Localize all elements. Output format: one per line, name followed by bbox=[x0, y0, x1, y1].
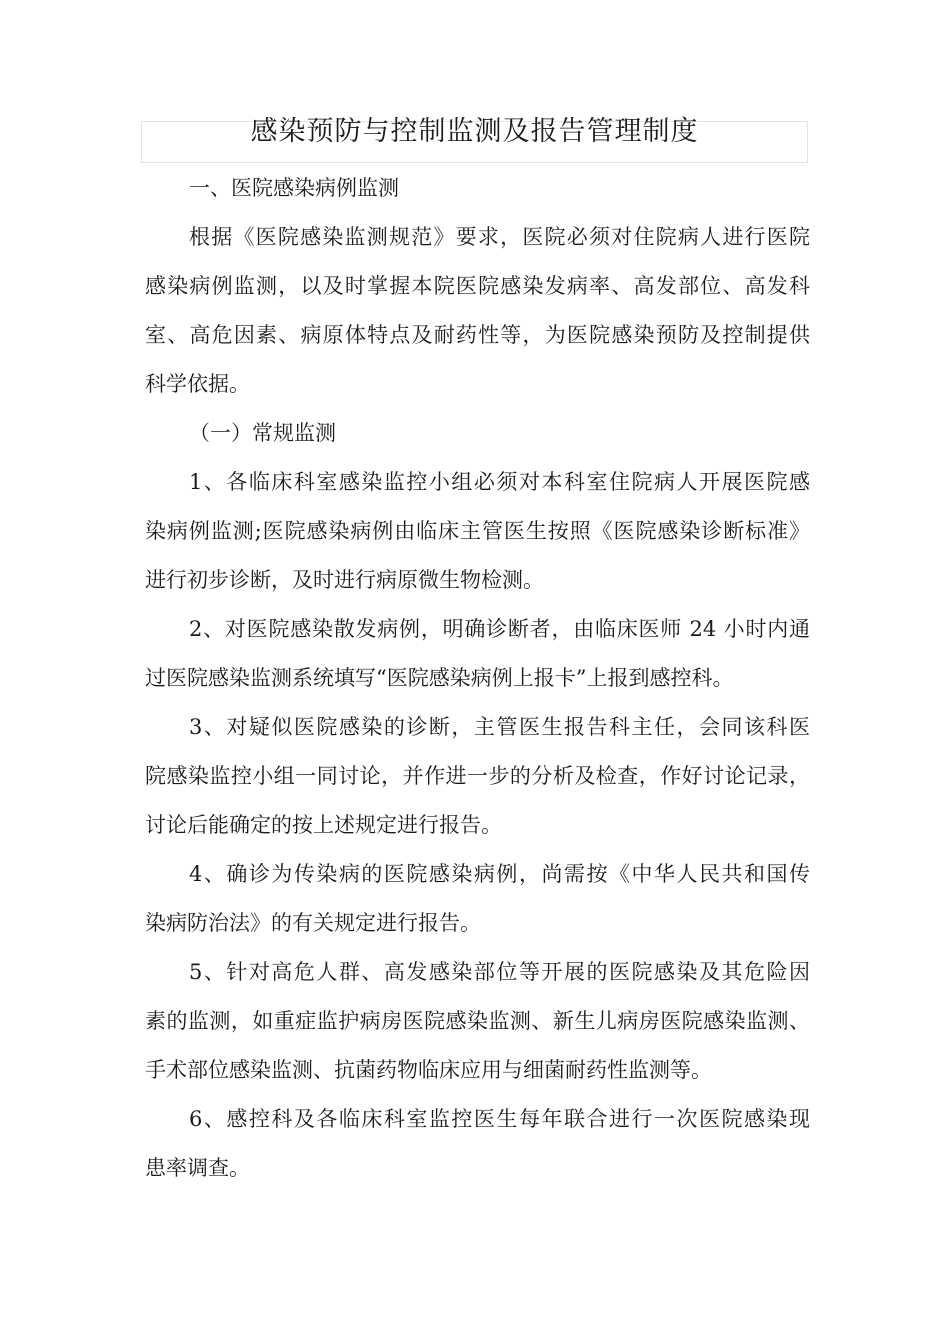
document-body bbox=[145, 164, 810, 1193]
text-line: 5、针对高危人群、高发感染部位等开展的医院感染及其危险因 bbox=[189, 960, 810, 984]
document-title: 感染预防与控制监测及报告管理制度 bbox=[250, 116, 699, 147]
text-line: 室、高危因素、病原体特点及耐药性等，为医院感染预防及控制提供 bbox=[145, 323, 810, 347]
text-line: 讨论后能确定的按上述规定进行报告。 bbox=[145, 813, 502, 837]
text-line: （一）常规监测 bbox=[189, 421, 336, 445]
text-line: 进行初步诊断，及时进行病原微生物检测。 bbox=[145, 568, 544, 592]
text-line: 院感染监控小组一同讨论，并作进一步的分析及检查，作好讨论记录， bbox=[145, 764, 810, 788]
text-line: 科学依据。 bbox=[145, 372, 250, 396]
text-line: 手术部位感染监测、抗菌药物临床应用与细菌耐药性监测等。 bbox=[145, 1058, 712, 1082]
text-line: 1、各临床科室感染监控小组必须对本科室住院病人开展医院感 bbox=[189, 470, 810, 494]
text-line: 4、确诊为传染病的医院感染病例，尚需按《中华人民共和国传 bbox=[189, 862, 810, 886]
text-line: 素的监测，如重症监护病房医院感染监测、新生儿病房医院感染监测、 bbox=[145, 1009, 810, 1033]
text-line: 一、医院感染病例监测 bbox=[189, 176, 399, 200]
text-line: 3、对疑似医院感染的诊断，主管医生报告科主任，会同该科医 bbox=[189, 715, 810, 739]
text-line: 2、对医院感染散发病例，明确诊断者，由临床医师 24 小时内通 bbox=[189, 617, 810, 641]
text-line: 染病防治法》的有关规定进行报告。 bbox=[145, 911, 481, 935]
text-line: 过医院感染监测系统填写“医院感染病例上报卡”上报到感控科。 bbox=[145, 666, 734, 690]
text-line: 6、感控科及各临床科室监控医生每年联合进行一次医院感染现 bbox=[189, 1107, 810, 1131]
text-line: 染病例监测;医院感染病例由临床主管医生按照《医院感染诊断标准》 bbox=[145, 519, 810, 543]
text-line: 患率调查。 bbox=[145, 1156, 250, 1180]
text-line: 感染病例监测，以及时掌握本院医院感染发病率、高发部位、高发科 bbox=[145, 274, 810, 298]
text-line: 根据《医院感染监测规范》要求，医院必须对住院病人进行医院 bbox=[189, 225, 810, 249]
